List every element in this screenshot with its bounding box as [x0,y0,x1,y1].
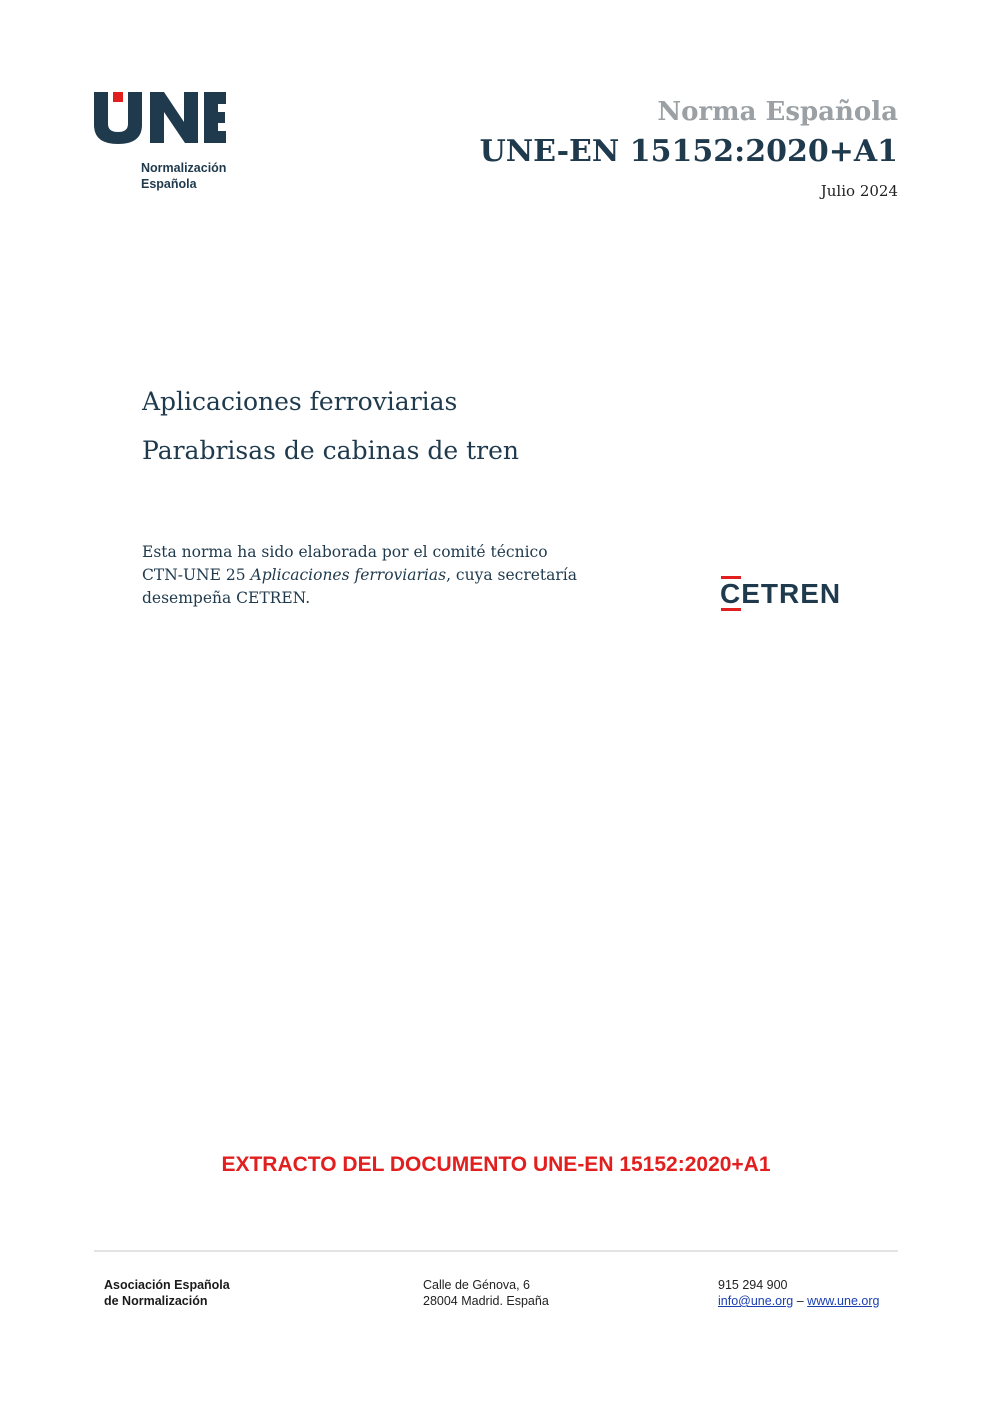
cetren-logo-mark [718,574,864,614]
footer-links [718,1293,879,1309]
footer-website-link[interactable]: www.une.org [807,1294,880,1308]
footer-phone: 915 294 900 [718,1278,788,1292]
committee-name: Aplicaciones ferroviarias [250,566,447,584]
footer-address-line1: Calle de Génova, 6 [423,1278,531,1292]
cetren-logo [718,574,864,614]
footer-email-link[interactable]: info@une.org [718,1294,794,1308]
document-title-line2: Parabrisas de cabinas de tren [142,436,519,465]
committee-line2 [142,564,622,587]
norma-code: UNE-EN 15152:2020+A1 [479,134,898,169]
footer-address [423,1277,549,1309]
une-logo [92,73,242,198]
extract-notice: EXTRACTO DEL DOCUMENTO UNE-EN 15152:2020+A1 [221,1153,771,1176]
logo-subtitle-line1: Normalización [141,161,227,175]
committee-line2-prefix: CTN-UNE 25 [142,566,251,584]
document-title-line1: Aplicaciones ferroviarias [142,387,458,416]
footer-divider [94,1250,898,1252]
footer-link-separator: – [796,1294,804,1308]
footer-organization [104,1277,230,1309]
committee-line1: Esta norma ha sido elaborada por el comité técnico [142,543,548,561]
une-logo-mark [92,73,242,158]
footer-address-line2: 28004 Madrid. España [423,1294,549,1308]
committee-line3: desempeña CETREN. [142,589,311,607]
footer-org-line1: Asociación Española [104,1278,230,1292]
norma-date: Julio 2024 [820,182,898,200]
logo-subtitle-line2: Española [141,177,197,191]
cetren-logo-text: CETREN [720,578,842,609]
footer-org-line2: de Normalización [104,1294,208,1308]
une-logo-letters: UNE [92,73,132,92]
document-header [480,94,898,202]
committee-line2-suffix: , cuya secretaría [446,566,577,584]
norma-label: Norma Española [657,97,898,127]
committee-statement [142,541,622,610]
footer-contact [718,1277,879,1309]
